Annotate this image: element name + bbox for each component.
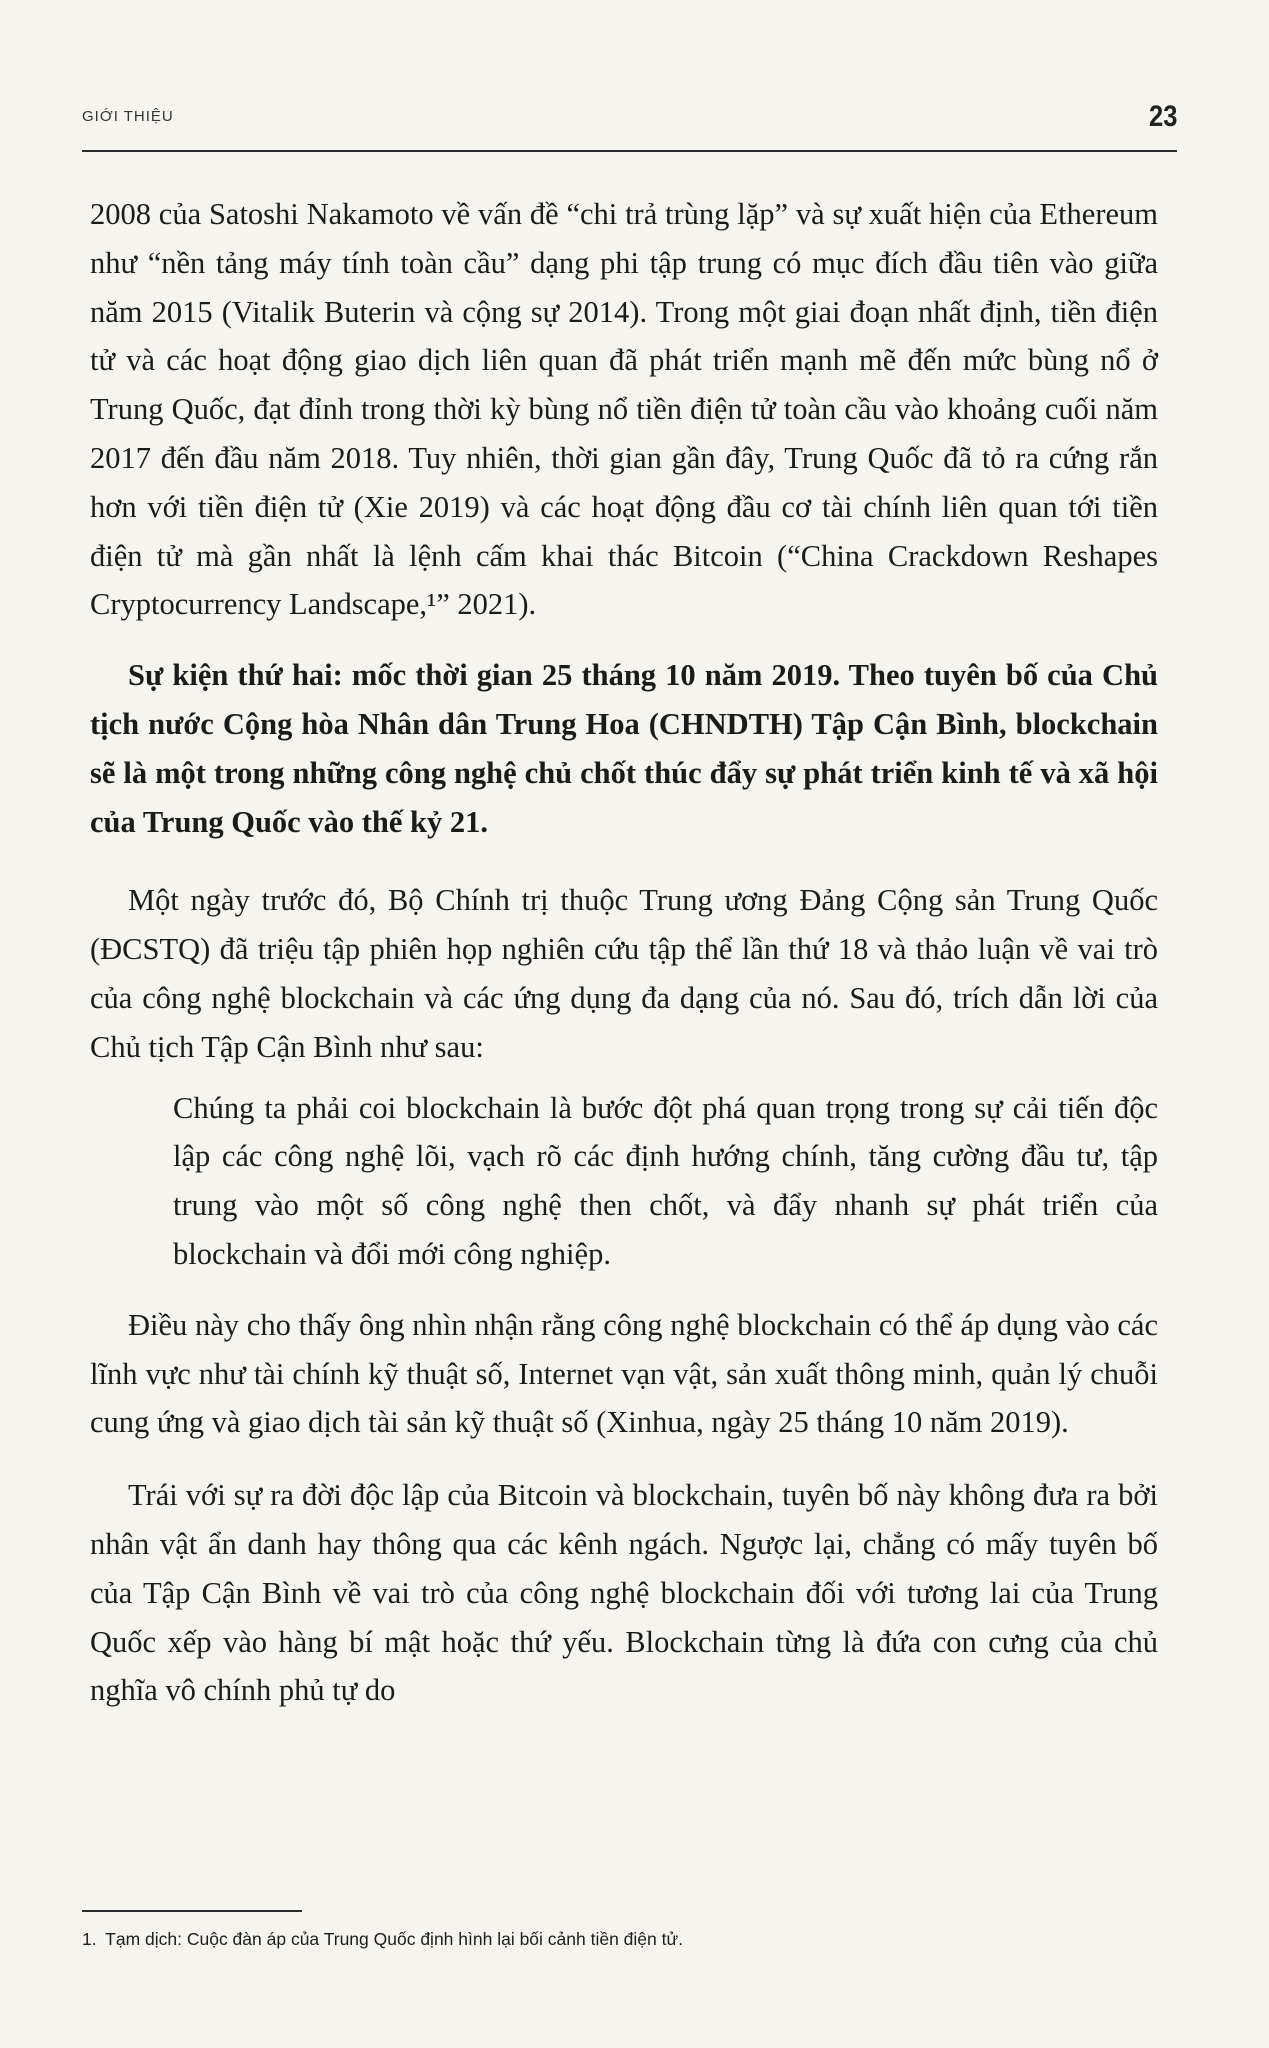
page-number: 23 xyxy=(1148,100,1177,133)
footnote-divider xyxy=(82,1910,302,1912)
body-text xyxy=(90,190,1158,1715)
running-header xyxy=(82,100,1177,152)
paragraph-3: Một ngày trước đó, Bộ Chính trị thuộc Trung ương Đảng Cộng sản Trung Quốc (ĐCSTQ) đã triệu tập phiên họp nghiên cứu tập thể lần thứ 18 và thảo luận về vai trò của công nghệ blockchain và các ứng dụng đa dạng của nó. Sau đó, trích dẫn lời của Chủ tịch Tập Cận Bình như sau: xyxy=(90,883,1158,1064)
block-quote: Chúng ta phải coi blockchain là bước đột phá quan trọng trong sự cải tiến độc lập các công nghệ lõi, vạch rõ các định hướng chính, tăng cường đầu tư, tập trung vào một số công nghệ then chốt, và đẩy nhanh sự phát triển của blockchain và đổi mới công nghiệp. xyxy=(173,1090,1158,1271)
paragraph-1: 2008 của Satoshi Nakamoto về vấn đề “chi trả trùng lặp” và sự xuất hiện của Ethereum như “nền tảng máy tính toàn cầu” dạng phi tập trung có mục đích đầu tiên vào giữa năm 2015 (Vitalik Buterin và cộng sự 2014). Trong một giai đoạn nhất định, tiền điện tử và các hoạt động giao dịch liên quan đã phát triển mạnh mẽ đến mức bùng nổ ở Trung Quốc, đạt đỉnh trong thời kỳ bùng nổ tiền điện tử toàn cầu vào khoảng cuối năm 2017 đến đầu năm 2018. Tuy nhiên, thời gian gần đây, Trung Quốc đã tỏ ra cứng rắn hơn với tiền điện tử (Xie 2019) và các hoạt động đầu cơ tài chính liên quan tới tiền điện tử mà gần nhất là lệnh cấm khai thác Bitcoin (“China Crackdown Reshapes Cryptocurrency Landscape,¹” 2021). xyxy=(90,197,1158,622)
footnote-number: 1. xyxy=(82,1929,97,1949)
paragraph-4: Điều này cho thấy ông nhìn nhận rằng công nghệ blockchain có thể áp dụng vào các lĩnh vực như tài chính kỹ thuật số, Internet vạn vật, sản xuất thông minh, quản lý chuỗi cung ứng và giao dịch tài sản kỹ thuật số (Xinhua, ngày 25 tháng 10 năm 2019). xyxy=(90,1307,1158,1440)
section-title: GIỚI THIỆU xyxy=(82,108,174,125)
paragraph-5: Trái với sự ra đời độc lập của Bitcoin và blockchain, tuyên bố này không đưa ra bởi nhân vật ẩn danh hay thông qua các kênh ngách. Ngược lại, chẳng có mấy tuyên bố của Tập Cận Bình về vai trò của công nghệ blockchain đối với tương lai của Trung Quốc xếp vào hàng bí mật hoặc thứ yếu. Blockchain từng là đứa con cưng của chủ nghĩa vô chính phủ tự do xyxy=(90,1478,1158,1708)
paragraph-bold-event: Sự kiện thứ hai: mốc thời gian 25 tháng 10 năm 2019. Theo tuyên bố của Chủ tịch nước Cộng hòa Nhân dân Trung Hoa (CHNDTH) Tập Cận Bình, blockchain sẽ là một trong những công nghệ chủ chốt thúc đẩy sự phát triển kinh tế và xã hội của Trung Quốc vào thế kỷ 21. xyxy=(90,658,1158,839)
footnote xyxy=(82,1926,1162,1952)
footnote-text: Tạm dịch: Cuộc đàn áp của Trung Quốc định hình lại bối cảnh tiền điện tử. xyxy=(105,1929,684,1949)
